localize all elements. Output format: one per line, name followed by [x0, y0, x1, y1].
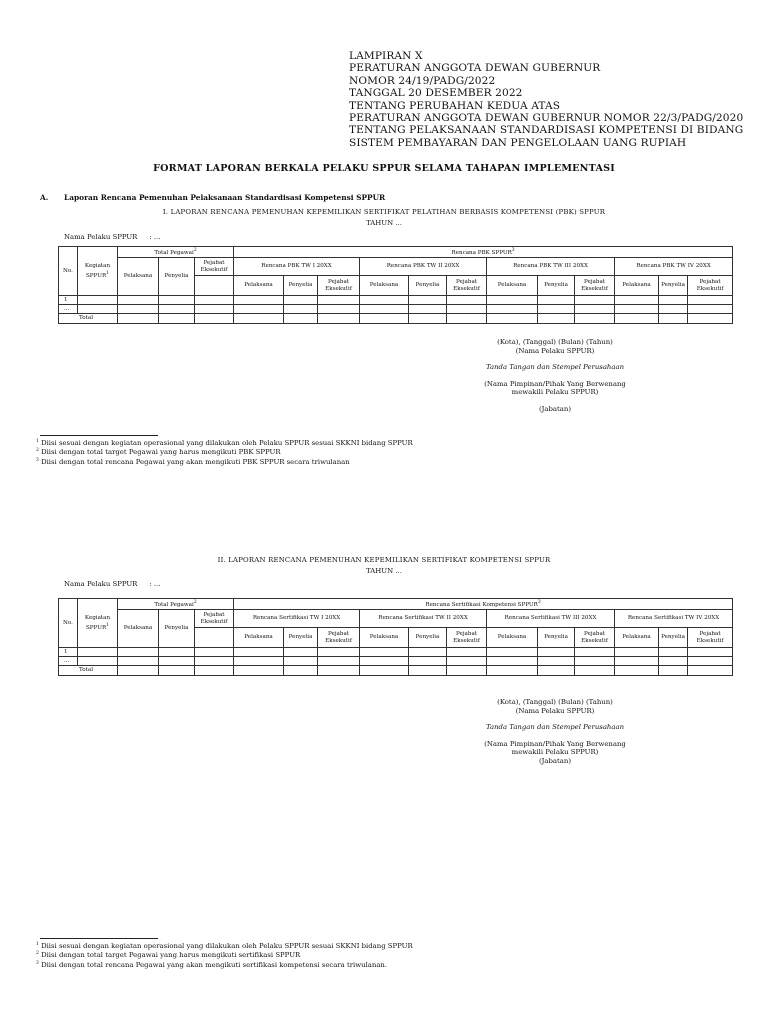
name-value: : ...: [149, 233, 161, 241]
header-line: SISTEM PEMBAYARAN DAN PENGELOLAAN UANG RUPIAH: [349, 136, 687, 149]
sig-represent: mewakili Pelaku SPPUR): [511, 388, 599, 397]
col-header-period: Rencana Sertifikasi TW I 20XX: [234, 610, 360, 628]
sub-header-pejabat: Pejabat Eksekutif: [575, 628, 615, 648]
sub-header-penyelia: Penyelia: [538, 628, 575, 648]
col-header-pejabat: Pejabat Eksekutif: [195, 610, 234, 628]
col-header-period: Rencana Sertifikasi TW IV 20XX: [615, 610, 733, 628]
table-row: [59, 657, 733, 666]
row-number: ...: [59, 657, 78, 666]
col-header-period: Rencana Sertifikasi TW II 20XX: [360, 610, 487, 628]
footnote-divider: [40, 938, 158, 939]
row-number: 1: [59, 648, 78, 657]
col-header-period: Rencana PBK TW III 20XX: [487, 258, 615, 276]
section-label: Laporan Rencana Pemenuhan Pelaksanaan Standardisasi Kompetensi SPPUR: [64, 193, 386, 202]
report-2-table: [58, 598, 733, 676]
footnote: $^1$ Diisi sesuai dengan kegiatan operasional yang dilakukan oleh Pelaku SPPUR sesuai SKKNI bidang SPPUR: [36, 942, 413, 950]
col-header-total-pegawai: Total Pegawai$^2$: [118, 247, 234, 258]
page-title: FORMAT LAPORAN BERKALA PELAKU SPPUR SELAMA TAHAPAN IMPLEMENTASI: [153, 163, 615, 174]
col-header-period: Rencana PBK TW II 20XX: [360, 258, 487, 276]
report-1-table: [58, 246, 733, 324]
sub-header-pelaksana: Pelaksana: [487, 628, 538, 648]
name-label: Nama Pelaku SPPUR: [64, 580, 138, 588]
cell-empty: [195, 276, 234, 296]
sig-position: (Jabatan): [538, 756, 572, 765]
section-letter: A.: [40, 193, 49, 202]
footnote: $^1$ Diisi sesuai dengan kegiatan operasional yang dilakukan oleh Pelaku SPPUR sesuai SKKNI bidang SPPUR: [36, 439, 413, 447]
sig-stamp: Tanda Tangan dan Stempel Perusahaan: [485, 723, 625, 732]
sub-header-pelaksana: Pelaksana: [234, 276, 284, 296]
name-label: Nama Pelaku SPPUR: [64, 233, 138, 241]
regulation-header: [349, 50, 743, 149]
sub-header-penyelia: Penyelia: [538, 276, 575, 296]
header-line: TANGGAL 20 DESEMBER 2022: [349, 87, 523, 100]
col-header-period: Rencana Sertifikasi TW III 20XX: [487, 610, 615, 628]
sub-header-penyelia: Penyelia: [284, 628, 318, 648]
sub-header-pelaksana: Pelaksana: [615, 628, 659, 648]
footnote: $^2$ Diisi dengan total target Pegawai yang harus mengikuti PBK SPPUR: [36, 448, 281, 457]
sig-place-date: (Kota), (Tanggal) (Bulan) (Tahun): [497, 698, 613, 706]
footnotes-1: [36, 438, 413, 466]
signature-block-1: [440, 338, 670, 414]
sub-header-pejabat: Pejabat Eksekutif: [318, 628, 360, 648]
footnote: $^2$ Diisi dengan total target Pegawai yang harus mengikuti sertifikasi SPPUR: [36, 951, 301, 960]
sub-header-pelaksana: Pelaksana: [615, 276, 659, 296]
table-row: [59, 305, 733, 314]
sub-header-pejabat: Pejabat Eksekutif: [688, 628, 733, 648]
total-label: Total: [59, 666, 118, 676]
header-line: NOMOR 24/19/PADG/2022: [349, 74, 496, 87]
signature-block-2: [440, 698, 670, 766]
sub-header-penyelia: Penyelia: [284, 276, 318, 296]
sub-header-pelaksana: Pelaksana: [234, 628, 284, 648]
sub-header-pelaksana: Pelaksana: [360, 276, 409, 296]
footnote: $^3$ Diisi dengan total rencana Pegawai yang akan mengikuti PBK SPPUR secara triwulanan: [36, 457, 350, 466]
footnote-divider: [40, 435, 158, 436]
report-2-year: TAHUN ...: [366, 567, 402, 575]
footnote: $^3$ Diisi dengan total rencana Pegawai yang akan mengikuti sertifikasi kompetensi secara triwulanan.: [36, 960, 388, 969]
col-header-kegiatan: Kegiatan SPPUR$^1$: [78, 599, 118, 648]
sub-header-pejabat: Pejabat Eksekutif: [318, 276, 360, 296]
sub-header-penyelia: Penyelia: [659, 628, 688, 648]
sub-header-pejabat: Pejabat Eksekutif: [688, 276, 733, 296]
sub-header-penyelia: Penyelia: [659, 276, 688, 296]
header-line: PERATURAN ANGGOTA DEWAN GUBERNUR: [349, 62, 601, 75]
col-header-period: Rencana PBK TW IV 20XX: [615, 258, 733, 276]
row-number: 1: [59, 296, 78, 305]
report-1-name-field: [64, 233, 160, 241]
sub-header-pelaksana: Pelaksana: [487, 276, 538, 296]
section-heading: [40, 193, 385, 202]
header-line: TENTANG PELAKSANAAN STANDARDISASI KOMPETENSI DI BIDANG: [349, 124, 744, 137]
report-2-name-field: [64, 580, 160, 588]
col-header-pelaksana: Pelaksana: [118, 258, 159, 296]
col-header-kegiatan: Kegiatan SPPUR$^1$: [78, 247, 118, 296]
sig-leader: (Nama Pimpinan/Pihak Yang Berwenang: [484, 739, 626, 748]
sub-header-pejabat: Pejabat Eksekutif: [447, 276, 487, 296]
table-row: [59, 296, 733, 305]
sub-header-penyelia: Penyelia: [409, 276, 447, 296]
report-1-year: TAHUN ...: [366, 219, 402, 227]
sub-header-pelaksana: Pelaksana: [360, 628, 409, 648]
header-line: TENTANG PERUBAHAN KEDUA ATAS: [349, 99, 561, 112]
sig-name: (Nama Pelaku SPPUR): [515, 346, 595, 355]
table-row: [59, 648, 733, 657]
sig-stamp: Tanda Tangan dan Stempel Perusahaan: [485, 363, 625, 372]
col-header-no: No.: [59, 599, 78, 648]
cell-empty: [195, 628, 234, 648]
col-header-total-pegawai: Total Pegawai$^2$: [118, 599, 234, 610]
sig-name: (Nama Pelaku SPPUR): [515, 706, 595, 715]
col-header-group: Rencana Sertifikasi Kompetensi SPPUR$^3$: [234, 599, 733, 610]
name-value: : ...: [149, 580, 161, 588]
col-header-period: Rencana PBK TW I 20XX: [234, 258, 360, 276]
sub-header-pejabat: Pejabat Eksekutif: [575, 276, 615, 296]
sub-header-penyelia: Penyelia: [409, 628, 447, 648]
sig-represent: mewakili Pelaku SPPUR): [511, 748, 599, 757]
col-header-pelaksana: Pelaksana: [118, 610, 159, 648]
sig-place-date: (Kota), (Tanggal) (Bulan) (Tahun): [497, 338, 613, 346]
report-1-title: I. LAPORAN RENCANA PEMENUHAN KEPEMILIKAN SERTIFIKAT PELATIHAN BERBASIS KOMPETENSI (PBK) SPPUR: [162, 208, 606, 216]
col-header-no: No.: [59, 247, 78, 296]
header-line: PERATURAN ANGGOTA DEWAN GUBERNUR NOMOR 22/3/PADG/2020: [349, 112, 744, 125]
table-total-row: [59, 666, 733, 676]
sig-position: (Jabatan): [538, 404, 572, 413]
col-header-penyelia: Penyelia: [159, 610, 195, 648]
sub-header-pejabat: Pejabat Eksekutif: [447, 628, 487, 648]
table-total-row: [59, 314, 733, 324]
report-2-title: II. LAPORAN RENCANA PEMENUHAN KEPEMILIKAN SERTIFIKAT KOMPETENSI SPPUR: [217, 556, 551, 564]
col-header-penyelia: Penyelia: [159, 258, 195, 296]
sig-leader: (Nama Pimpinan/Pihak Yang Berwenang: [484, 379, 626, 388]
col-header-pejabat: Pejabat Eksekutif: [195, 258, 234, 276]
footnotes-2: [36, 941, 413, 969]
total-label: Total: [59, 314, 118, 324]
row-number: ...: [59, 305, 78, 314]
header-line: LAMPIRAN X: [349, 50, 423, 62]
col-header-group: Rencana PBK SPPUR$^3$: [234, 247, 733, 258]
